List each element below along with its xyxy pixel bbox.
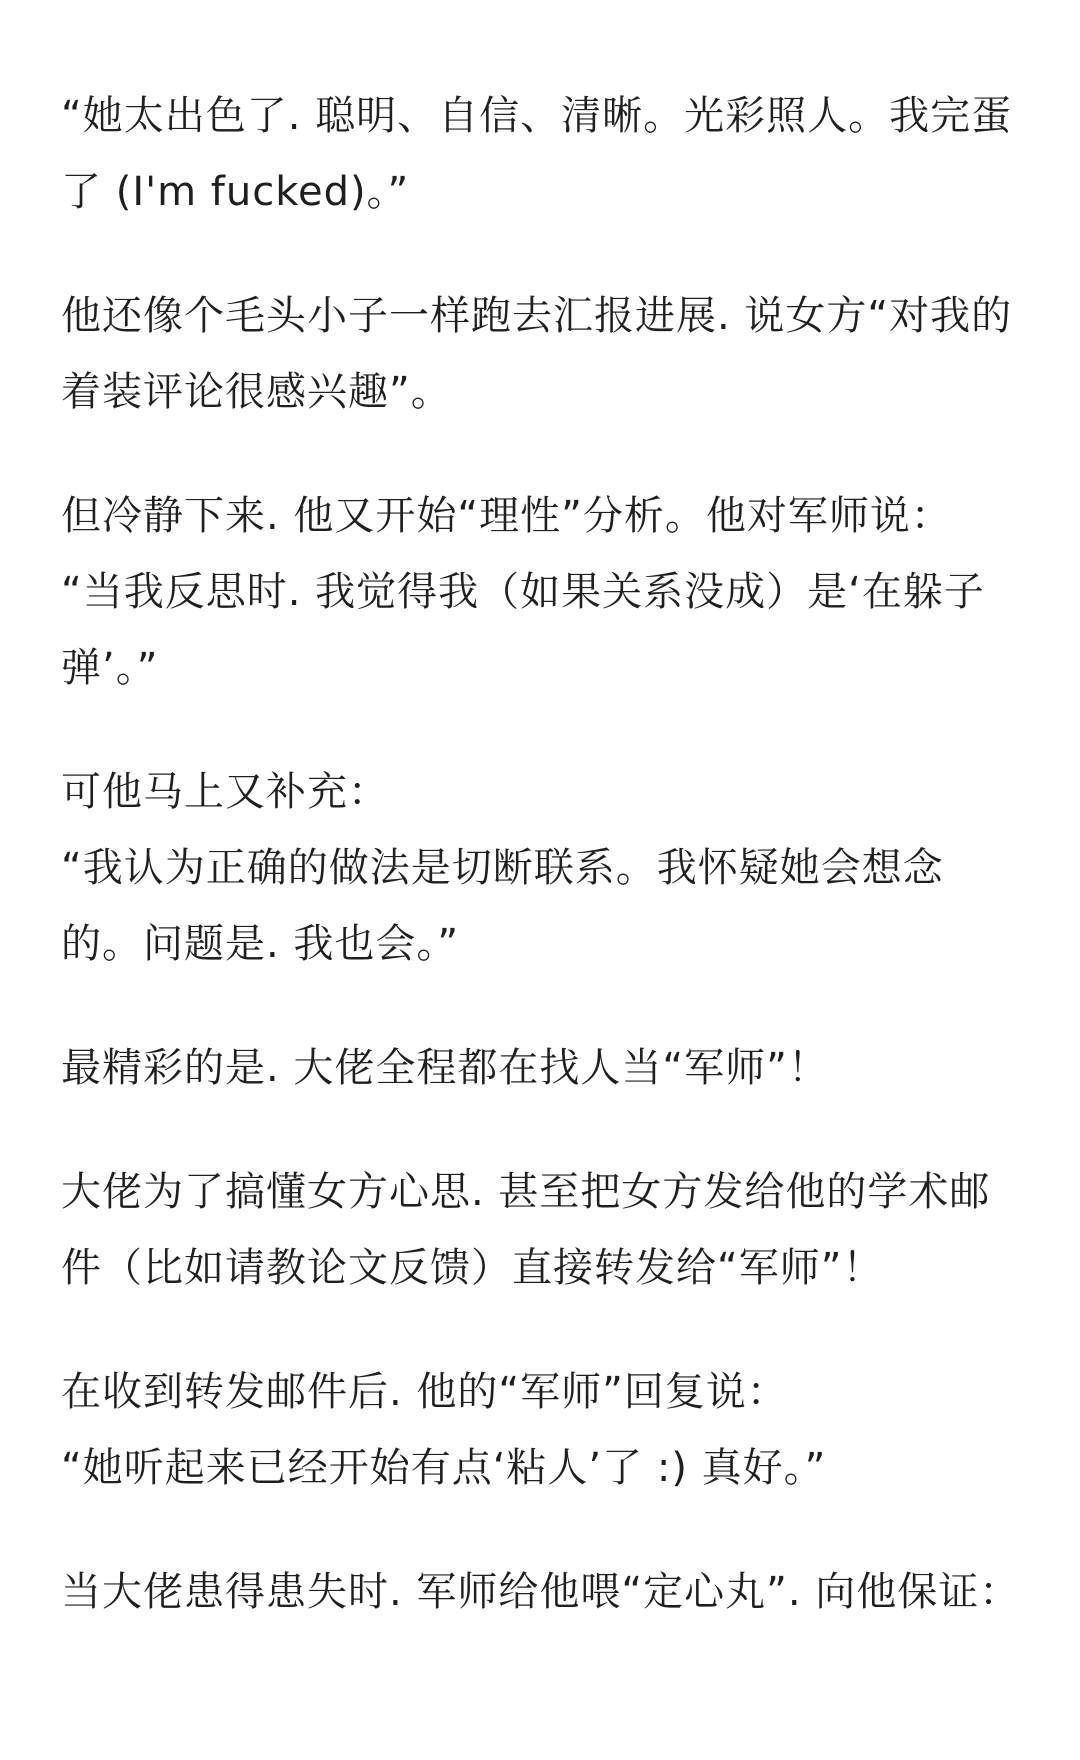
paragraph-2: 他还像个毛头小子一样跑去汇报进展. 说女方“对我的着装评论很感兴趣”。 (61, 293, 1013, 415)
paragraph-6: 大佬为了搞懂女方心思. 甚至把女方发给他的学术邮件（比如请教论文反馈）直接转发给“军师”！ (61, 1169, 991, 1291)
article-body (61, 78, 1021, 1630)
paragraph-5: 最精彩的是. 大佬全程都在找人当“军师”！ (61, 1045, 829, 1091)
paragraph-1: “她太出色了. 聪明、自信、清晰。光彩照人。我完蛋了 (I'm fucked)。” (61, 93, 1013, 215)
paragraph-7: 在收到转发邮件后. 他的“军师”回复说： “她听起来已经开始有点‘粘人’了 :) 真好。” (61, 1369, 827, 1491)
paragraph-4: 可他马上又补充： “我认为正确的做法是切断联系。我怀疑她会想念的。问题是. 我也会。” (61, 769, 944, 967)
paragraph-8: 当大佬患得患失时. 军师给他喂“定心丸”. 向他保证： (61, 1569, 1021, 1615)
paragraph-3: 但冷静下来. 他又开始“理性”分析。他对军师说： “当我反思时. 我觉得我（如果关系没成）是‘在躲子弹’。” (61, 493, 985, 691)
